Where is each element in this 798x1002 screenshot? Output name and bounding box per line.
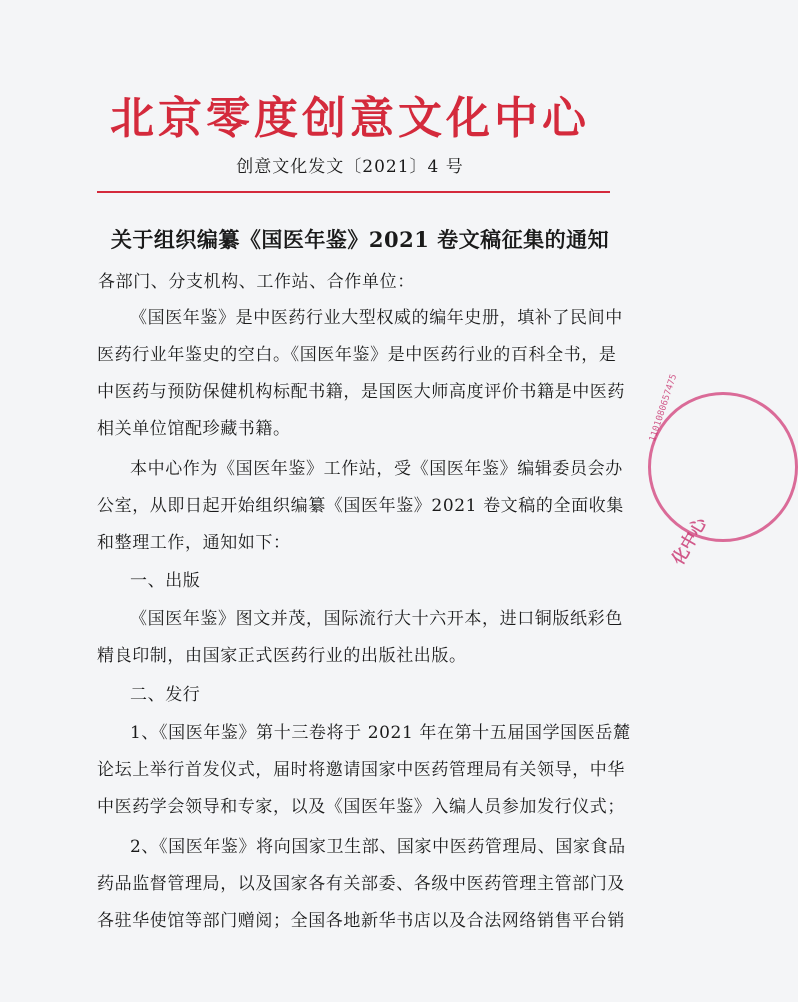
organization-name: 北京零度创意文化中心 — [110, 93, 590, 144]
body-line: 本中心作为《国医年鉴》工作站，受《国医年鉴》编辑委员会办 — [130, 459, 623, 479]
body-line: 中医药学会领导和专家，以及《国医年鉴》入编人员参加发行仪式； — [97, 797, 625, 817]
body-line: 药品监督管理局，以及国家各有关部委、各级中医药管理主管部门及 — [97, 874, 625, 894]
red-divider-line — [97, 191, 610, 193]
body-line: 医药行业年鉴史的空白。《国医年鉴》是中医药行业的百科全书，是 — [97, 345, 617, 365]
body-line: 中医药与预防保健机构标配书籍，是国医大师高度评价书籍是中医药 — [97, 382, 625, 402]
document-number: 创意文化发文〔2021〕4 号 — [236, 157, 464, 177]
body-line: 精良印制，由国家正式医药行业的出版社出版。 — [97, 646, 467, 666]
body-line: 1、《国医年鉴》第十三卷将于 2021 年在第十五届国学国医岳麓 — [130, 723, 631, 743]
body-line: 各驻华使馆等部门赠阅；全国各地新华书店以及合法网络销售平台销 — [97, 911, 625, 931]
seal-text: 化中心 — [668, 514, 712, 569]
body-line: 公室，从即日起开始组织编纂《国医年鉴》2021 卷文稿的全面收集 — [97, 496, 624, 516]
section-heading-publish: 一、出版 — [130, 571, 201, 591]
section-heading-distribution: 二、发行 — [130, 685, 201, 705]
body-line: 2、《国医年鉴》将向国家卫生部、国家中医药管理局、国家食品 — [130, 837, 626, 857]
seal-registration-number: 1101080657475 — [648, 372, 680, 444]
body-line: 相关单位馆配珍藏书籍。 — [97, 419, 291, 439]
official-seal-stamp — [648, 392, 798, 542]
notice-title: 关于组织编纂《国医年鉴》2021 卷文稿征集的通知 — [110, 227, 610, 252]
body-line: 《国医年鉴》图文并茂，国际流行大十六开本，进口铜版纸彩色 — [130, 609, 623, 629]
salutation: 各部门、分支机构、工作站、合作单位： — [98, 272, 415, 292]
body-line: 论坛上举行首发仪式，届时将邀请国家中医药管理局有关领导，中华 — [97, 760, 625, 780]
body-line: 《国医年鉴》是中医药行业大型权威的编年史册，填补了民间中 — [130, 308, 623, 328]
body-line: 和整理工作，通知如下： — [97, 533, 291, 553]
